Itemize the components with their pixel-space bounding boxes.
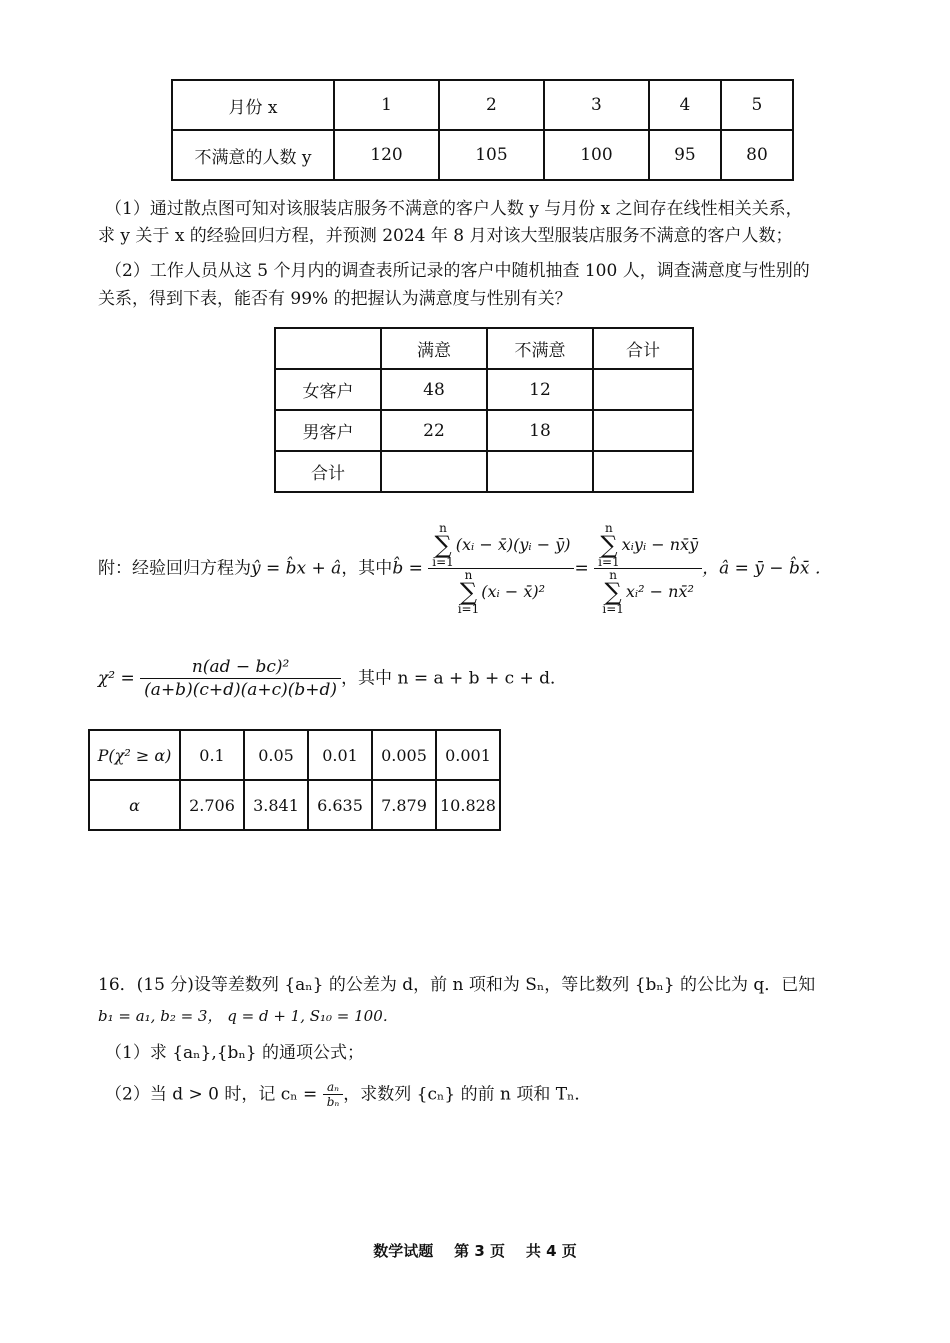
dissatisfied-cell: 95 <box>649 130 721 180</box>
table-cell <box>487 451 593 492</box>
chi-numerator: n(ad − bc)² <box>191 657 290 677</box>
footer-page-number: 第 3 页 <box>454 1242 505 1260</box>
summation-symbol: n ∑ i=1 <box>432 521 454 569</box>
bhat-fraction-2 <box>594 522 702 615</box>
cn-denominator: bₙ <box>323 1094 344 1109</box>
regression-equation: ŷ = b̂x + â <box>251 558 342 579</box>
fraction-numerator: (xᵢ − x̄)(yᵢ − ȳ) <box>455 535 571 554</box>
q16-part2-text: （2）当 d > 0 时，记 cₙ = <box>105 1084 318 1105</box>
gender-satisfaction-table <box>274 327 694 493</box>
row-header: 男客户 <box>275 410 381 451</box>
corner-cell <box>275 328 381 369</box>
alpha-cell: 2.706 <box>180 780 244 830</box>
summation-symbol: n ∑ i=1 <box>598 521 620 569</box>
monthly-dissatisfaction-table <box>171 79 794 181</box>
p-cell: 0.01 <box>308 730 372 780</box>
month-cell: 3 <box>544 80 649 130</box>
table-cell: 22 <box>381 410 487 451</box>
alpha-header: α <box>89 780 180 830</box>
month-cell: 5 <box>721 80 793 130</box>
ahat-formula: ，â = ȳ − b̂x̄ ． <box>702 558 832 579</box>
dissatisfied-cell: 80 <box>721 130 793 180</box>
summation-symbol: n ∑ i=1 <box>602 568 624 616</box>
table-cell <box>593 451 693 492</box>
dissatisfied-cell: 120 <box>334 130 439 180</box>
q15-part1-line2: 求 y 关于 x 的经验回归方程，并预测 2024 年 8 月对该大型服装店服务不满意的客户人数； <box>98 226 793 246</box>
q15-part2-line1: （2）工作人员从这 5 个月内的调查表所记录的客户中随机抽查 100 人，调查满意度与性别的 <box>105 261 810 281</box>
p-cell: 0.05 <box>244 730 308 780</box>
q15-part2-line2: 关系，得到下表，能否有 99% 的把握认为满意度与性别有关？ <box>98 289 572 309</box>
chi-lhs: χ² = <box>98 668 135 689</box>
footer-subject: 数学试题 <box>373 1242 434 1260</box>
bhat-label: b̂ = <box>392 558 423 579</box>
table-cell: 12 <box>487 369 593 410</box>
q16-part2-text-end: ，求数列 {cₙ} 的前 n 项和 Tₙ． <box>343 1084 592 1105</box>
month-header: 月份 x <box>172 80 334 130</box>
q16-line1: 16．(15 分)设等差数列 {aₙ} 的公差为 d，前 n 项和为 Sₙ，等比数列 {bₙ} 的公比为 q．已知 <box>98 975 816 995</box>
formula-prefix: 附：经验回归方程为 <box>98 558 251 579</box>
dissatisfied-header: 不满意的人数 y <box>172 130 334 180</box>
fraction-denominator: xᵢ² − nx̄² <box>625 582 694 601</box>
p-cell: 0.005 <box>372 730 436 780</box>
bhat-fraction-1 <box>428 522 574 615</box>
col-header: 满意 <box>381 328 487 369</box>
formula-where: ，其中 <box>341 558 393 579</box>
p-cell: 0.001 <box>436 730 500 780</box>
q16-part1: （1）求 {aₙ},{bₙ} 的通项公式； <box>105 1043 365 1063</box>
chi-denominator: (a+b)(c+d)(a+c)(b+d) <box>140 678 341 701</box>
table-cell <box>593 369 693 410</box>
p-cell: 0.1 <box>180 730 244 780</box>
alpha-cell: 10.828 <box>436 780 500 830</box>
footer-total-pages: 共 4 页 <box>525 1242 577 1260</box>
fraction-denominator: (xᵢ − x̄)² <box>481 582 545 601</box>
chi-square-formula <box>98 656 567 701</box>
alpha-cell: 6.635 <box>308 780 372 830</box>
page-footer <box>0 1240 950 1261</box>
table-cell <box>593 410 693 451</box>
col-header: 不满意 <box>487 328 593 369</box>
col-header: 合计 <box>593 328 693 369</box>
alpha-cell: 7.879 <box>372 780 436 830</box>
regression-formula: 附：经验回归方程为ŷ = b̂x + â，其中b̂ = n ∑ i=1(xᵢ − x̄)(yᵢ − ȳ) n ∑ i=1(xᵢ − x̄)² = n ∑ i=1xᵢyᵢ − nx̄ȳ n ∑ i=1xᵢ² − nx̄² ，â = ȳ − b̂x̄ ． <box>98 521 832 616</box>
cn-fraction <box>323 1080 344 1109</box>
alpha-cell: 3.841 <box>244 780 308 830</box>
table-cell: 18 <box>487 410 593 451</box>
row-header: 女客户 <box>275 369 381 410</box>
chi-fraction <box>140 656 341 701</box>
fraction-numerator: xᵢyᵢ − nx̄ȳ <box>621 535 699 554</box>
q16-part2 <box>105 1080 591 1109</box>
month-cell: 2 <box>439 80 544 130</box>
dissatisfied-cell: 105 <box>439 130 544 180</box>
q16-line2: b₁ = a₁, b₂ = 3， q = d + 1, S₁₀ = 100． <box>98 1007 398 1025</box>
table-cell: 48 <box>381 369 487 410</box>
row-header: 合计 <box>275 451 381 492</box>
cn-numerator: aₙ <box>326 1080 339 1094</box>
table-cell <box>381 451 487 492</box>
q15-part1-line1: （1）通过散点图可知对该服装店服务不满意的客户人数 y 与月份 x 之间存在线性相关关系， <box>105 199 803 219</box>
chi-square-critical-table <box>88 729 501 831</box>
month-cell: 1 <box>334 80 439 130</box>
chi-where: ，其中 n = a + b + c + d． <box>341 668 568 689</box>
probability-header: P(χ² ≥ α) <box>89 730 180 780</box>
month-cell: 4 <box>649 80 721 130</box>
dissatisfied-cell: 100 <box>544 130 649 180</box>
summation-symbol: n ∑ i=1 <box>457 568 480 616</box>
